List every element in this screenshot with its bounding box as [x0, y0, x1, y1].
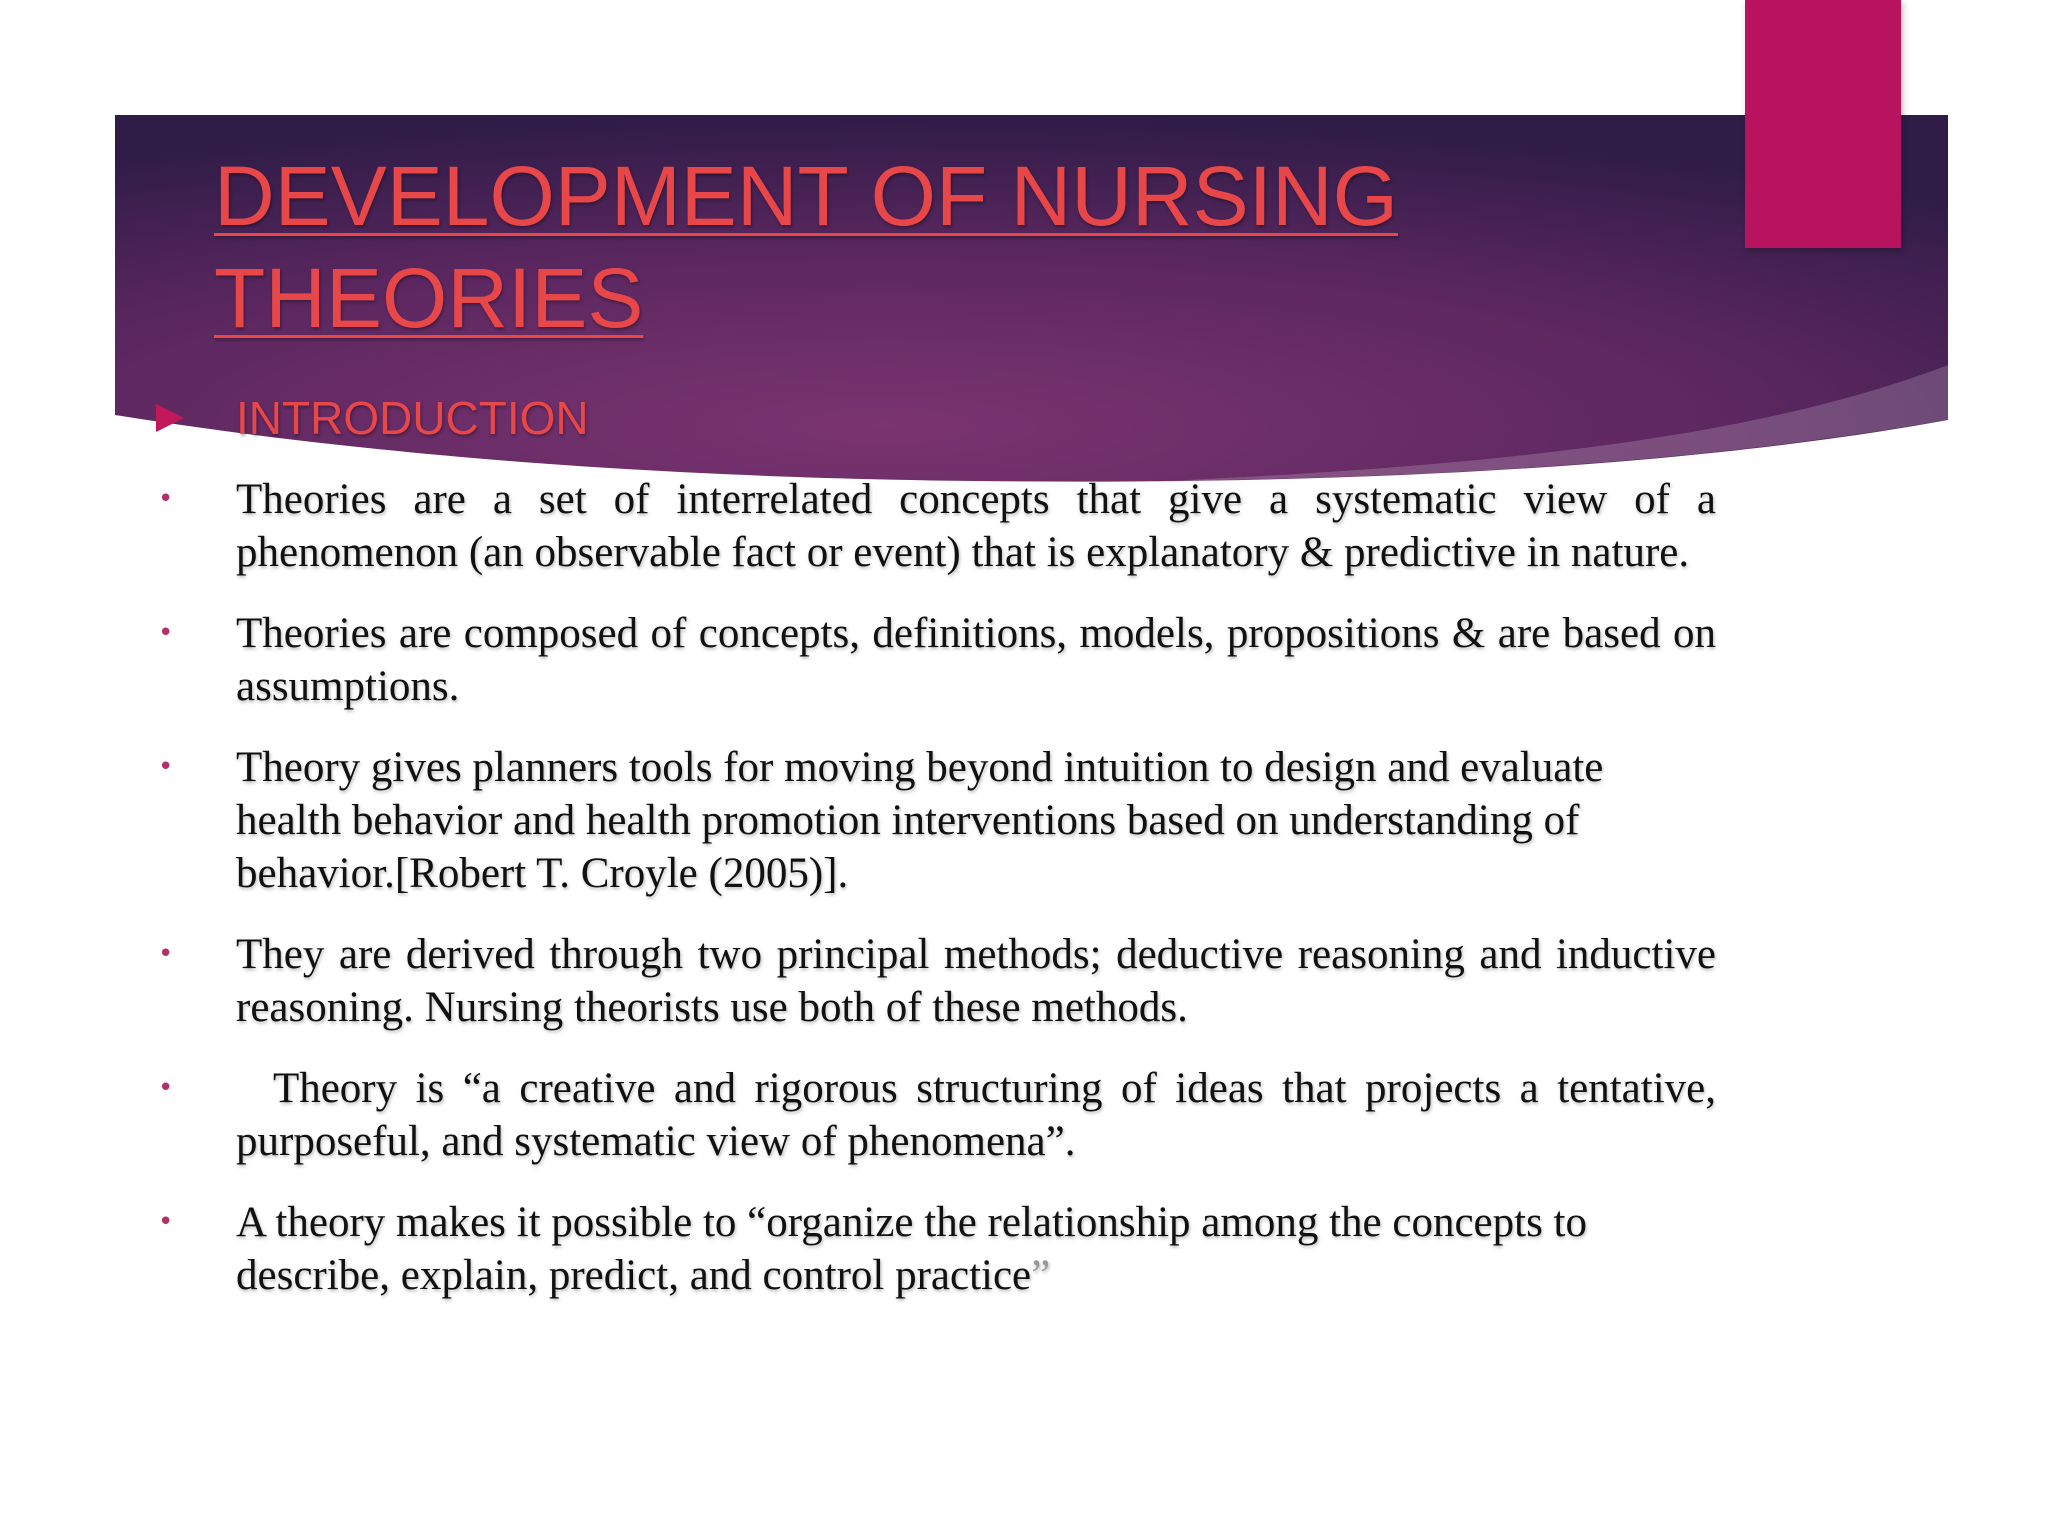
slide-title: DEVELOPMENT OF NURSING THEORIES: [214, 149, 1398, 345]
bullet-dot-icon: •: [158, 484, 174, 514]
bullet-text: Theories are composed of concepts, definitions, models, propositions & are based on assumptions.: [236, 610, 1716, 710]
bullet-item: [150, 1062, 1727, 1168]
bullet-dot-icon: •: [158, 752, 174, 782]
bullet-item: [150, 473, 1716, 579]
bullet-text: A theory makes it possible to “organize the relationship among the concepts to describe, explain, predict, and control practice: [236, 1199, 1587, 1299]
bullet-dot-icon: •: [158, 939, 174, 969]
bullet-item: [150, 607, 1716, 713]
bullet-text: Theories are a set of interrelated concepts that give a systematic view of a phenomenon (an observable fact or event) that is explanatory & predictive in nature.: [236, 476, 1716, 576]
bullet-text: Theory is “a creative and rigorous structuring of ideas that projects a tentative, purposeful, and systematic view of phenomena”.: [236, 1065, 1727, 1165]
bullet-item: [150, 1196, 1716, 1302]
bullet-dot-icon: •: [158, 618, 174, 648]
bullet-list: [150, 473, 1727, 1330]
bullet-item: [150, 928, 1716, 1034]
closing-quote: ”: [1031, 1252, 1051, 1299]
subheading-label: INTRODUCTION: [236, 392, 589, 444]
bullet-text: They are derived through two principal methods; deductive reasoning and inductive reasoning. Nursing theorists use both of these methods.: [236, 931, 1716, 1031]
bullet-dot-icon: •: [158, 1073, 174, 1103]
bullet-dot-icon: •: [158, 1207, 174, 1237]
section-subheading: [156, 388, 589, 448]
accent-tab: [1745, 0, 1901, 248]
bullet-item: [150, 741, 1716, 900]
triangle-bullet-icon: [156, 404, 184, 432]
bullet-text: Theory gives planners tools for moving beyond intuition to design and evaluate health behavior and health promotion interventions based on understanding of behavior.[Robert T. Croyle (2005)].: [236, 744, 1604, 897]
